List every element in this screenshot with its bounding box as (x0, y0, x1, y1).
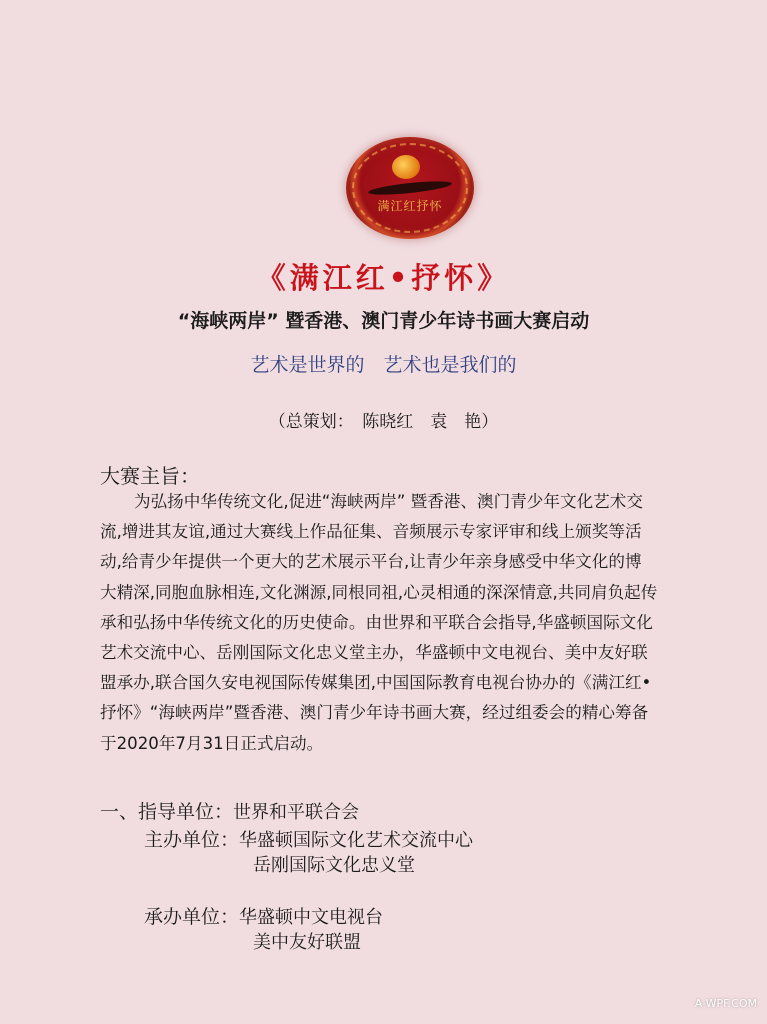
paragraph-line: 动,给青少年提供一个更大的艺术展示平台,让青少年亲身感受中华文化的博 (100, 552, 642, 572)
paragraph-line: 承和弘扬中华传统文化的历史使命。由世界和平联合会指导,华盛顿国际文化 (100, 612, 653, 632)
purpose-heading: 大赛主旨： (100, 464, 200, 488)
chief-planner: （总策划： 陈晓红 袁 艳） (268, 412, 499, 432)
host-unit-second (253, 851, 415, 877)
paragraph-line: 大精深,同胞血脉相连,文化渊源,同根同祖,心灵相通的深深情意,共同肩负起传 (100, 582, 658, 602)
paragraph-line: 为弘扬中华传统文化,促进“海峡两岸” 暨香港、澳门青少年文化艺术交 (134, 492, 643, 511)
organizer-unit-value: 华盛顿中文电视台 (239, 907, 384, 928)
organizer-unit-label: 承办单位： (144, 906, 240, 928)
host-unit-label: 主办单位： (144, 829, 240, 851)
organizer-unit-second (253, 928, 361, 954)
paragraph-line: 于2020年7月31日正式启动。 (100, 733, 324, 753)
organizer-unit (144, 902, 383, 929)
slogan: 艺术是世界的 艺术也是我们的 (250, 354, 517, 376)
guide-unit-value: 世界和平联合会 (233, 802, 360, 823)
paragraph-line: 流,增进其友谊,通过大赛线上作品征集、音频展示专家评审和线上颁奖等活 (100, 522, 642, 542)
paragraph-line: 盟承办,联合国久安电视国际传媒集团,中国国际教育电视台协办的《满江红• (100, 673, 652, 693)
document-subtitle: “海峡两岸” 暨香港、澳门青少年诗书画大赛启动 (177, 310, 590, 332)
competition-emblem (346, 137, 474, 239)
host-unit (144, 825, 473, 852)
host-unit-value: 岳刚国际文化忠义堂 (253, 855, 415, 876)
sun-icon (392, 155, 420, 179)
site-watermark: A-WPF.COM (694, 997, 757, 1010)
emblem-text: 满江红抒怀 (377, 199, 443, 213)
paragraph-line: 抒怀》“海峡两岸”暨香港、澳门青少年诗书画大赛，经过组委会的精心筹备 (100, 703, 649, 723)
guide-unit-label: 一、指导单位： (100, 801, 234, 823)
guide-unit (100, 797, 359, 824)
organizer-unit-value: 美中友好联盟 (253, 932, 361, 953)
paragraph-line: 艺术交流中心、岳刚国际文化忠义堂主办，华盛顿中文电视台、美中友好联 (100, 642, 648, 662)
emblem-seal (346, 137, 474, 239)
emblem-band (368, 179, 453, 198)
purpose-paragraph (100, 487, 720, 759)
host-unit-value: 华盛顿国际文化艺术交流中心 (239, 830, 474, 851)
document-title: 《满江红•抒怀》 (256, 261, 511, 295)
